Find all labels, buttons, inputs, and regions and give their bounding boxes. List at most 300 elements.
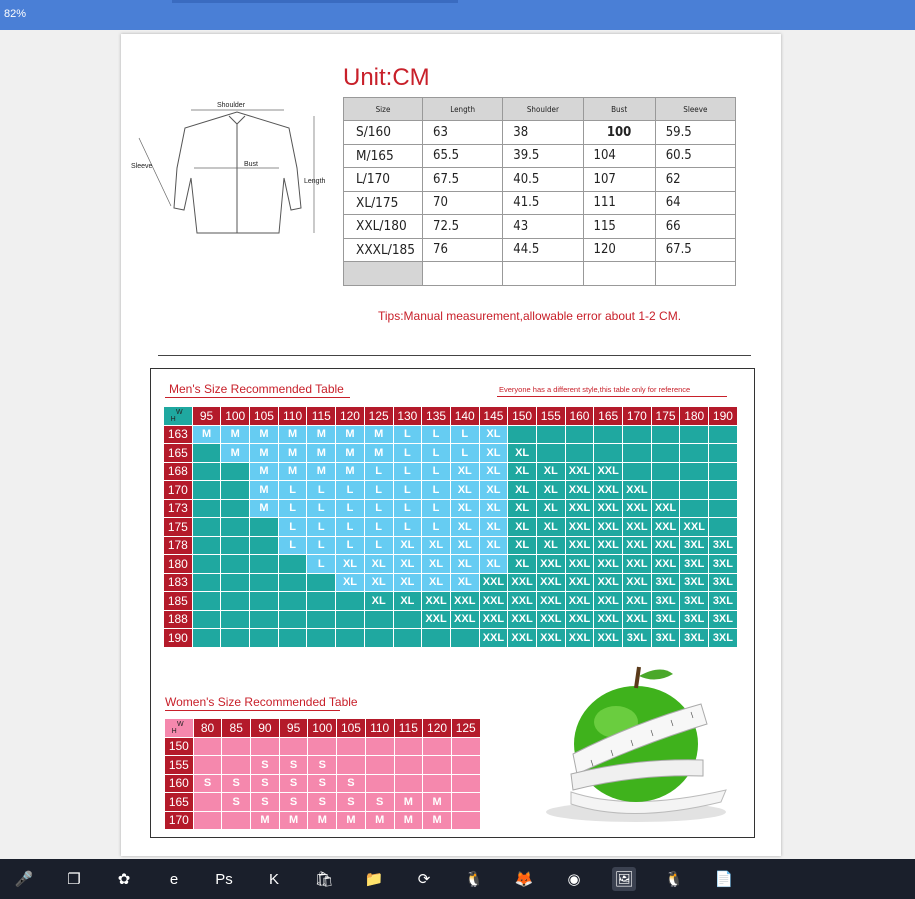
men-size-cell: [307, 592, 336, 611]
measure-cell: 63: [423, 121, 503, 145]
men-size-cell: 3XL: [651, 629, 680, 648]
men-size-cell: L: [307, 499, 336, 518]
men-size-cell: XXL: [536, 610, 565, 629]
men-size-cell: L: [422, 518, 451, 537]
men-size-cell: XL: [536, 518, 565, 537]
women-size-cell: [193, 756, 222, 775]
measure-header-cell: Size: [344, 98, 423, 121]
men-size-cell: XL: [508, 499, 537, 518]
women-size-cell: [365, 774, 394, 793]
men-height-header: 163: [164, 425, 193, 444]
image-viewer-icon[interactable]: 🖼: [612, 867, 636, 891]
men-size-cell: XXL: [594, 518, 623, 537]
measure-header-cell: Shoulder: [503, 98, 583, 121]
men-size-cell: M: [364, 425, 393, 444]
men-size-cell: XXL: [565, 573, 594, 592]
men-size-cell: XXL: [565, 610, 594, 629]
men-size-cell: XL: [479, 444, 508, 463]
men-size-cell: [278, 629, 307, 648]
men-weight-header: 170: [623, 407, 652, 426]
men-size-cell: XXL: [651, 499, 680, 518]
measure-cell: 65.5: [423, 144, 503, 168]
men-size-cell: [565, 444, 594, 463]
women-size-cell: S: [365, 793, 394, 812]
internet-explorer-icon[interactable]: e: [169, 870, 179, 888]
men-weight-header: 105: [250, 407, 279, 426]
men-size-cell: XL: [479, 536, 508, 555]
men-size-cell: [250, 555, 279, 574]
men-size-cell: XL: [536, 481, 565, 500]
men-size-cell: XXL: [536, 592, 565, 611]
women-height-row: [165, 793, 481, 812]
men-size-cell: [221, 481, 250, 500]
men-size-cell: XL: [450, 555, 479, 574]
men-size-cell: [709, 462, 738, 481]
men-size-cell: 3XL: [680, 573, 709, 592]
men-size-cell: 3XL: [651, 610, 680, 629]
task-view-icon[interactable]: ❐: [67, 871, 81, 888]
women-weight-header: 95: [279, 719, 308, 738]
women-size-cell: M: [423, 793, 452, 812]
measure-cell: XXXL/185: [344, 238, 423, 262]
men-height-header: 173: [164, 499, 193, 518]
men-size-cell: [651, 425, 680, 444]
men-size-cell: [709, 444, 738, 463]
men-size-cell: M: [278, 425, 307, 444]
men-size-cell: [192, 518, 221, 537]
microphone-icon[interactable]: 🎤: [14, 871, 34, 888]
men-size-cell: XXL: [594, 462, 623, 481]
men-size-cell: XL: [536, 462, 565, 481]
men-size-cell: L: [422, 425, 451, 444]
women-weight-header: 120: [423, 719, 452, 738]
women-corner-cell: [165, 719, 194, 738]
sleeve-label: Sleeve: [131, 163, 153, 170]
men-size-cell: [192, 462, 221, 481]
men-size-cell: L: [364, 481, 393, 500]
men-size-cell: [250, 573, 279, 592]
men-size-cell: XL: [508, 555, 537, 574]
women-weight-header: 105: [337, 719, 366, 738]
men-size-cell: XL: [479, 555, 508, 574]
men-size-cell: L: [307, 555, 336, 574]
measure-cell: 70: [423, 191, 503, 215]
men-size-cell: M: [336, 444, 365, 463]
men-size-cell: XXL: [508, 573, 537, 592]
women-weight-header: 85: [222, 719, 251, 738]
men-size-cell: M: [307, 462, 336, 481]
unit-title: Unit:CM: [343, 64, 430, 91]
men-size-cell: XXL: [594, 536, 623, 555]
men-size-cell: M: [221, 425, 250, 444]
file-explorer-icon[interactable]: 📁: [364, 871, 384, 888]
men-height-header: 170: [164, 481, 193, 500]
men-size-cell: L: [422, 481, 451, 500]
men-size-cell: [336, 629, 365, 648]
men-size-cell: [651, 462, 680, 481]
men-size-cell: L: [364, 536, 393, 555]
men-size-cell: [651, 481, 680, 500]
men-size-cell: M: [307, 444, 336, 463]
measure-cell: 100: [583, 121, 655, 145]
women-table-title: Women's Size Recommended Table: [165, 695, 358, 709]
men-size-cell: [250, 592, 279, 611]
men-height-header: 185: [164, 592, 193, 611]
measure-cell: 120: [583, 238, 655, 262]
measure-cell: 38: [503, 121, 583, 145]
women-size-grid: [164, 718, 481, 830]
men-height-row: [164, 481, 738, 500]
measure-cell: XXL/180: [344, 215, 423, 239]
men-size-cell: L: [336, 499, 365, 518]
women-size-cell: [423, 756, 452, 775]
recommendation-panel: [150, 368, 755, 838]
women-size-cell: S: [222, 793, 251, 812]
men-size-cell: [393, 610, 422, 629]
men-size-cell: [221, 499, 250, 518]
women-size-cell: [222, 811, 251, 830]
men-size-cell: XL: [508, 536, 537, 555]
men-height-row: [164, 499, 738, 518]
measure-cell: 39.5: [503, 144, 583, 168]
bust-label: Bust: [244, 161, 259, 168]
men-size-cell: 3XL: [651, 573, 680, 592]
men-size-cell: M: [221, 444, 250, 463]
firefox-icon[interactable]: 🦊: [514, 871, 534, 888]
men-size-cell: [565, 425, 594, 444]
women-size-cell: [193, 737, 222, 756]
men-size-cell: XL: [364, 592, 393, 611]
men-height-header: 180: [164, 555, 193, 574]
men-size-cell: XXL: [623, 536, 652, 555]
measure-cell: [503, 262, 583, 286]
men-size-cell: L: [422, 444, 451, 463]
men-size-cell: [192, 629, 221, 648]
men-size-cell: XXL: [565, 462, 594, 481]
men-size-cell: XL: [450, 573, 479, 592]
men-weight-header: 180: [680, 407, 709, 426]
men-size-cell: [307, 629, 336, 648]
men-size-cell: XL: [336, 555, 365, 574]
men-title-underline: [165, 397, 350, 398]
men-size-cell: [192, 555, 221, 574]
men-weight-header: 175: [651, 407, 680, 426]
men-size-cell: [680, 462, 709, 481]
fan-app-icon[interactable]: ✿: [117, 871, 131, 888]
zoom-label: 82%: [4, 8, 27, 20]
men-size-cell: L: [422, 499, 451, 518]
men-weight-header: 130: [393, 407, 422, 426]
men-size-cell: XXL: [651, 555, 680, 574]
men-size-cell: XL: [479, 462, 508, 481]
women-size-cell: [451, 793, 480, 812]
men-size-cell: L: [278, 518, 307, 537]
women-size-cell: S: [251, 756, 280, 775]
women-size-cell: [365, 756, 394, 775]
men-size-cell: M: [250, 499, 279, 518]
men-size-cell: [508, 425, 537, 444]
men-size-cell: XXL: [623, 499, 652, 518]
men-size-cell: [250, 518, 279, 537]
men-size-cell: XXL: [422, 592, 451, 611]
corner-w-label: W: [176, 409, 183, 417]
women-size-cell: S: [337, 793, 366, 812]
men-size-cell: L: [422, 462, 451, 481]
men-size-cell: XXL: [508, 629, 537, 648]
measure-cell: 64: [655, 191, 735, 215]
women-size-cell: [365, 737, 394, 756]
measure-header-cell: Bust: [583, 98, 655, 121]
men-size-cell: [221, 573, 250, 592]
men-size-cell: L: [393, 518, 422, 537]
men-size-cell: M: [192, 425, 221, 444]
men-size-cell: [336, 610, 365, 629]
men-size-cell: [393, 629, 422, 648]
men-size-cell: XL: [479, 499, 508, 518]
women-height-row: [165, 737, 481, 756]
men-size-cell: XXL: [565, 481, 594, 500]
men-height-header: 183: [164, 573, 193, 592]
women-size-cell: [451, 737, 480, 756]
men-size-cell: XXL: [565, 555, 594, 574]
measure-header-cell: Sleeve: [655, 98, 735, 121]
men-weight-header: 165: [594, 407, 623, 426]
measure-row: [344, 215, 736, 239]
men-size-cell: 3XL: [680, 592, 709, 611]
men-size-cell: [192, 610, 221, 629]
men-height-header: 165: [164, 444, 193, 463]
men-size-cell: XXL: [565, 629, 594, 648]
women-size-cell: M: [308, 811, 337, 830]
men-size-cell: [250, 629, 279, 648]
men-weight-header: 135: [422, 407, 451, 426]
men-size-cell: XL: [508, 462, 537, 481]
men-size-cell: XL: [393, 536, 422, 555]
men-size-cell: XL: [364, 555, 393, 574]
men-size-cell: L: [393, 444, 422, 463]
sync-app-icon[interactable]: ⟳: [417, 871, 431, 888]
measure-cell: 67.5: [655, 238, 735, 262]
men-weight-header: 110: [278, 407, 307, 426]
men-size-cell: 3XL: [709, 536, 738, 555]
women-weight-header: 90: [251, 719, 280, 738]
women-size-cell: [423, 737, 452, 756]
qq-icon-2[interactable]: 🐧: [664, 871, 684, 888]
men-size-cell: XXL: [594, 555, 623, 574]
men-size-cell: [364, 629, 393, 648]
corner-h-label: H: [170, 416, 176, 424]
measure-cell: 41.5: [503, 191, 583, 215]
men-size-cell: XXL: [508, 592, 537, 611]
men-size-cell: XL: [450, 536, 479, 555]
store-icon[interactable]: 🛍: [314, 871, 334, 888]
men-height-row: [164, 573, 738, 592]
tab-strip[interactable]: [172, 0, 458, 3]
document-icon[interactable]: 📄: [714, 871, 734, 888]
men-size-cell: XL: [336, 573, 365, 592]
men-size-cell: L: [307, 536, 336, 555]
men-size-cell: [680, 425, 709, 444]
men-size-cell: [278, 573, 307, 592]
reference-note-underline: [497, 396, 727, 397]
qq-icon[interactable]: 🐧: [464, 871, 484, 888]
men-weight-header: 125: [364, 407, 393, 426]
corner-w-label: W: [177, 721, 184, 729]
men-size-cell: [192, 592, 221, 611]
men-size-cell: L: [278, 536, 307, 555]
men-size-cell: XL: [508, 518, 537, 537]
men-size-cell: L: [364, 518, 393, 537]
women-size-cell: [279, 737, 308, 756]
women-size-cell: [394, 737, 423, 756]
men-size-cell: XXL: [508, 610, 537, 629]
corner-h-label: H: [171, 728, 177, 736]
men-size-cell: L: [307, 518, 336, 537]
men-size-cell: XXL: [623, 592, 652, 611]
men-size-cell: 3XL: [680, 610, 709, 629]
men-height-header: 168: [164, 462, 193, 481]
measure-row: [344, 121, 736, 145]
women-weight-header: 115: [394, 719, 423, 738]
men-size-cell: [221, 610, 250, 629]
men-size-cell: XXL: [594, 610, 623, 629]
men-size-cell: [594, 444, 623, 463]
men-size-cell: M: [336, 462, 365, 481]
men-size-cell: XXL: [565, 499, 594, 518]
men-size-cell: L: [364, 499, 393, 518]
women-size-cell: M: [279, 811, 308, 830]
men-size-cell: [422, 629, 451, 648]
men-size-cell: XXL: [623, 573, 652, 592]
women-size-cell: S: [279, 793, 308, 812]
women-size-cell: [337, 737, 366, 756]
women-size-cell: S: [279, 774, 308, 793]
women-size-cell: M: [365, 811, 394, 830]
measure-row: [344, 191, 736, 215]
men-size-cell: L: [450, 444, 479, 463]
women-size-cell: M: [423, 811, 452, 830]
men-size-cell: [221, 555, 250, 574]
men-size-cell: XL: [393, 573, 422, 592]
women-size-cell: [451, 811, 480, 830]
men-size-cell: L: [307, 481, 336, 500]
men-size-cell: M: [250, 481, 279, 500]
men-height-header: 188: [164, 610, 193, 629]
measure-cell: 44.5: [503, 238, 583, 262]
men-size-cell: [192, 481, 221, 500]
women-size-cell: S: [308, 774, 337, 793]
men-table-title: Men's Size Recommended Table: [169, 382, 344, 396]
men-size-cell: L: [393, 481, 422, 500]
men-size-cell: L: [393, 499, 422, 518]
men-size-cell: M: [307, 425, 336, 444]
men-size-cell: XL: [536, 536, 565, 555]
men-size-cell: [221, 518, 250, 537]
men-height-header: 190: [164, 629, 193, 648]
kugou-icon[interactable]: K: [268, 870, 279, 888]
men-weight-header: 150: [508, 407, 537, 426]
men-size-cell: [680, 444, 709, 463]
chrome-icon[interactable]: ◉: [567, 871, 581, 888]
men-size-cell: [680, 499, 709, 518]
image-viewport[interactable]: [0, 30, 915, 859]
men-size-cell: XXL: [594, 592, 623, 611]
men-size-cell: XXL: [680, 518, 709, 537]
men-size-cell: 3XL: [709, 610, 738, 629]
women-size-cell: S: [279, 756, 308, 775]
men-size-cell: [221, 592, 250, 611]
men-size-cell: M: [250, 462, 279, 481]
men-size-cell: XXL: [536, 629, 565, 648]
men-size-cell: XL: [508, 444, 537, 463]
measure-cell: 104: [583, 144, 655, 168]
measure-cell: [583, 262, 655, 286]
men-size-cell: [278, 610, 307, 629]
men-size-cell: 3XL: [709, 573, 738, 592]
men-height-row: [164, 425, 738, 444]
women-size-cell: [308, 737, 337, 756]
photoshop-icon[interactable]: Ps: [215, 870, 233, 888]
men-height-row: [164, 610, 738, 629]
men-size-cell: XXL: [623, 518, 652, 537]
women-size-cell: S: [308, 756, 337, 775]
measure-cell: 62: [655, 168, 735, 192]
men-size-cell: XL: [450, 481, 479, 500]
women-size-cell: M: [251, 811, 280, 830]
women-height-header: 165: [165, 793, 194, 812]
measure-header-cell: Length: [423, 98, 503, 121]
measure-cell: 60.5: [655, 144, 735, 168]
men-size-cell: [192, 499, 221, 518]
men-height-row: [164, 629, 738, 648]
men-size-cell: [709, 425, 738, 444]
shirt-diagram: [129, 98, 339, 248]
men-size-cell: XXL: [536, 573, 565, 592]
men-size-cell: [623, 425, 652, 444]
men-size-cell: XL: [479, 425, 508, 444]
women-title-underline: [165, 710, 340, 711]
men-height-row: [164, 536, 738, 555]
men-size-cell: XXL: [623, 481, 652, 500]
men-size-cell: XL: [422, 555, 451, 574]
men-size-grid: [163, 406, 738, 648]
men-size-cell: L: [364, 462, 393, 481]
men-size-cell: XXL: [479, 573, 508, 592]
measure-cell: 59.5: [655, 121, 735, 145]
length-label: Length: [304, 178, 326, 185]
men-size-cell: [680, 481, 709, 500]
men-weight-header: 100: [221, 407, 250, 426]
men-size-cell: XXL: [565, 518, 594, 537]
measure-cell: 40.5: [503, 168, 583, 192]
men-size-cell: [307, 573, 336, 592]
men-size-cell: [364, 610, 393, 629]
measure-cell: 67.5: [423, 168, 503, 192]
women-size-cell: [222, 737, 251, 756]
men-size-cell: XXL: [536, 555, 565, 574]
men-size-cell: [192, 573, 221, 592]
men-size-cell: [221, 462, 250, 481]
measure-cell: 66: [655, 215, 735, 239]
men-size-cell: XL: [393, 555, 422, 574]
men-weight-header: 140: [450, 407, 479, 426]
windows-taskbar: [0, 859, 915, 899]
section-divider: [158, 355, 751, 356]
women-size-cell: S: [193, 774, 222, 793]
men-height-header: 178: [164, 536, 193, 555]
women-size-cell: M: [394, 811, 423, 830]
men-height-row: [164, 444, 738, 463]
